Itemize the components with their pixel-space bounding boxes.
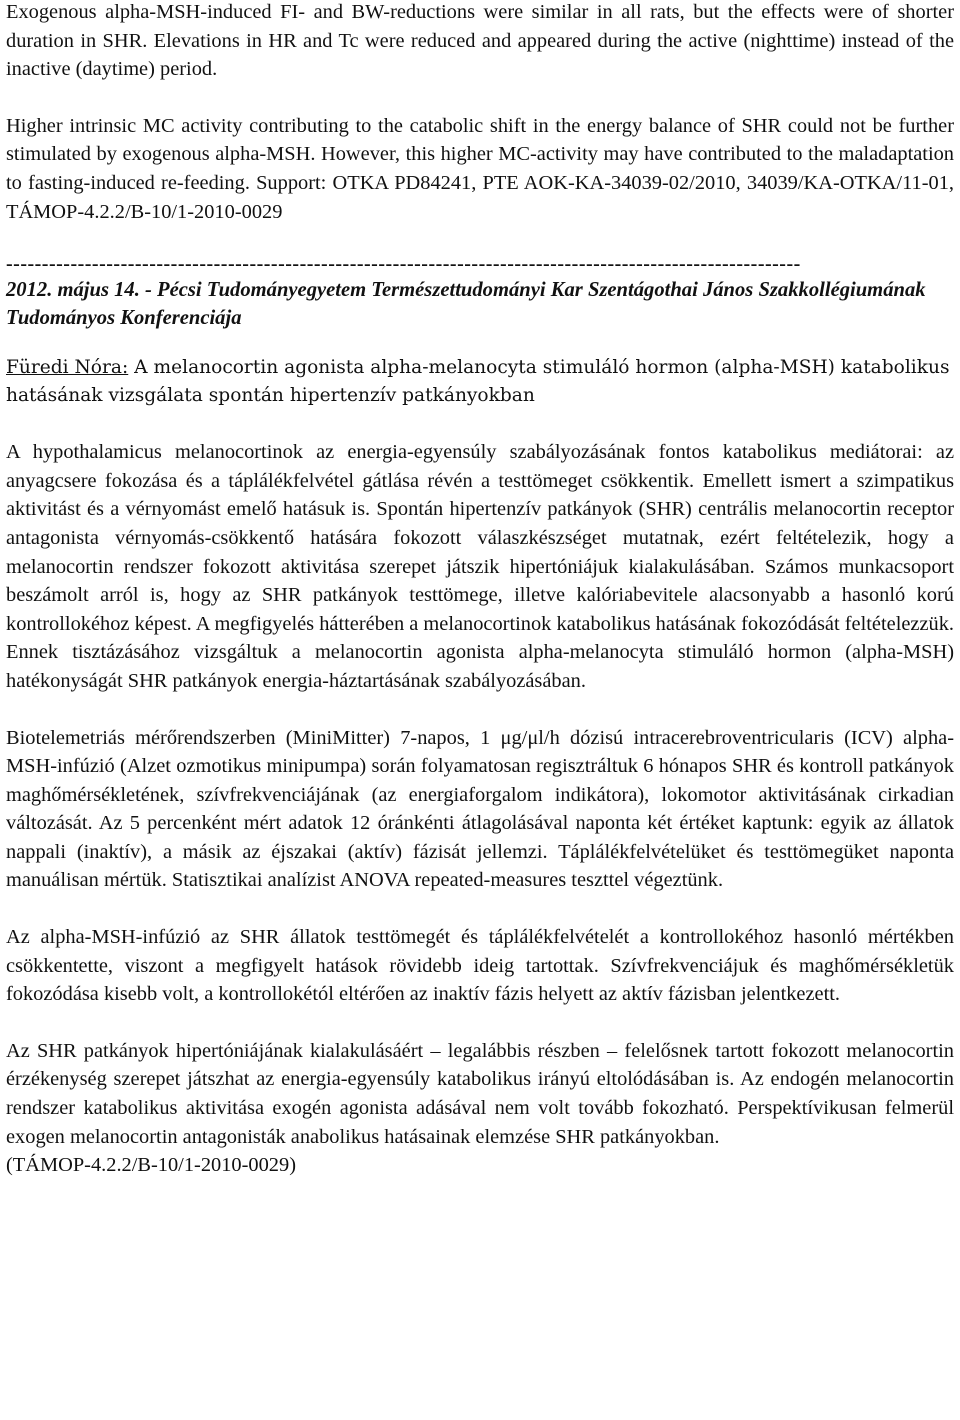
section-separator: --------------------------------------------------------------------------------------------------------------- [6, 253, 801, 276]
abstract-title [6, 354, 954, 410]
conference-heading [6, 276, 954, 332]
english-results-paragraph: Exogenous alpha-MSH-induced FI- and BW-reductions were similar in all rats, but the effects were of shorter duration in SHR. Elevations in HR and Tc were reduced and appeared during the active (nighttime) instead of the inactive (daytime) period. [6, 1, 954, 81]
english-conclusion-paragraph: Higher intrinsic MC activity contributing to the catabolic shift in the energy balance of SHR could not be further stimulated by exogenous alpha-MSH. However, this higher MC-activity may have contributed to the maladaptation to fasting-induced re-feeding. Support: OTKA PD84241, PTE AOK-KA-34039-02/2010, 34039/KA-OTKA/11-01, TÁMOP-4.2.2/B-10/1-2010-0029 [6, 114, 954, 223]
hungarian-conclusion-paragraph: Az SHR patkányok hipertóniájának kialakulásáért – legalábbis részben – felelősnek tartott fokozott melanocortin érzékenység szerepet játszhat az energia-egyensúly katabolikus irányú eltolódásában is. Az endogén melanocortin rendszer katabolikus aktivitása exogén agonista adásával nem volt tovább fokozható. Perspektívikusan felmerül exogen melanocortin antagonisták anabolikus hatásainak elemzése SHR patkányokban. [6, 1039, 954, 1148]
hungarian-support-line: (TÁMOP-4.2.2/B-10/1-2010-0029) [6, 1154, 296, 1177]
hungarian-methods-paragraph: Biotelemetriás mérőrendszerben (MiniMitter) 7-napos, 1 μg/μl/h dózisú intracerebroventricularis (ICV) alpha-MSH-infúzió (Alzet ozmotikus minipumpa) során folyamatosan regisztráltuk 6 hónapos SHR és kontroll patkányok maghőmérsékletének, szívfrekvenciájának (az energiaforgalom indikátora), lokomotor aktivitásának cirkadian változását. Az 5 percenként mért adatok 12 óránkénti átlagolásával naponta két értéket kaptunk: egyik az állatok nappali (inaktív), a másik az éjszakai (aktív) fázisát jellemzi. Táplálékfelvételüket és testtömegüket naponta manuálisan mértük. Statisztikai analízist ANOVA repeated-measures teszttel végeztünk. [6, 726, 954, 892]
conference-date: 2012. május 14. [6, 279, 140, 302]
author-name: Füredi Nóra: [6, 357, 129, 379]
title-text: A melanocortin agonista alpha-melanocyta stimuláló hormon (alpha-MSH) katabolikus hatásának vizsgálata spontán hipertenzív patkányokban [6, 357, 950, 407]
hungarian-results-paragraph: Az alpha-MSH-infúzió az SHR állatok testtömegét és táplálékfelvételét a kontrollokéhoz hasonló mértékben csökkentette, viszont a megfigyelt hatások rövidebb ideig tartottak. Szívfrekvenciájuk és maghőmérsékletük fokozódása kisebb volt, a kontrollokétól eltérően az inaktív fázis helyett az aktív fázisban jelentkezett. [6, 926, 954, 1006]
hungarian-introduction-paragraph: A hypothalamicus melanocortinok az energia-egyensúly szabályozásának fontos katabolikus mediátorai: az anyagcsere fokozása és a táplálékfelvétel gátlása révén a testtömeget csökkentik. Emellett ismert a szimpatikus aktivitást és a vérnyomást emelő hatásuk is. Spontán hipertenzív patkányok (SHR) centrális melanocortin receptor antagonista vérnyomás-csökkentő hatására fokozott válaszkészséget mutatnak, ezért feltételezik, hogy a melanocortin rendszer fokozott aktivitása szerepet játszik hipertóniájuk kialakulásában. Számos munkacsoport beszámolt arról is, hogy az SHR patkányok testtömege, illetve kalóriabevitele alacsonyabb a hasonló korú kontrollokéhoz képest. A megfigyelés hátterében a melanocortinok katabolikus hatásának fokozódását feltételezzük. Ennek tisztázásához vizsgáltuk a melanocortin agonista alpha-melanocyta stimuláló hormon (alpha-MSH) hatékonyságát SHR patkányok energia-háztartásának szabályozásában. [6, 441, 954, 692]
conference-name: - Pécsi Tudományegyetem Természettudományi Kar Szentágothai János Szakkollégiumának Tudományos Konferenciája [6, 279, 926, 330]
